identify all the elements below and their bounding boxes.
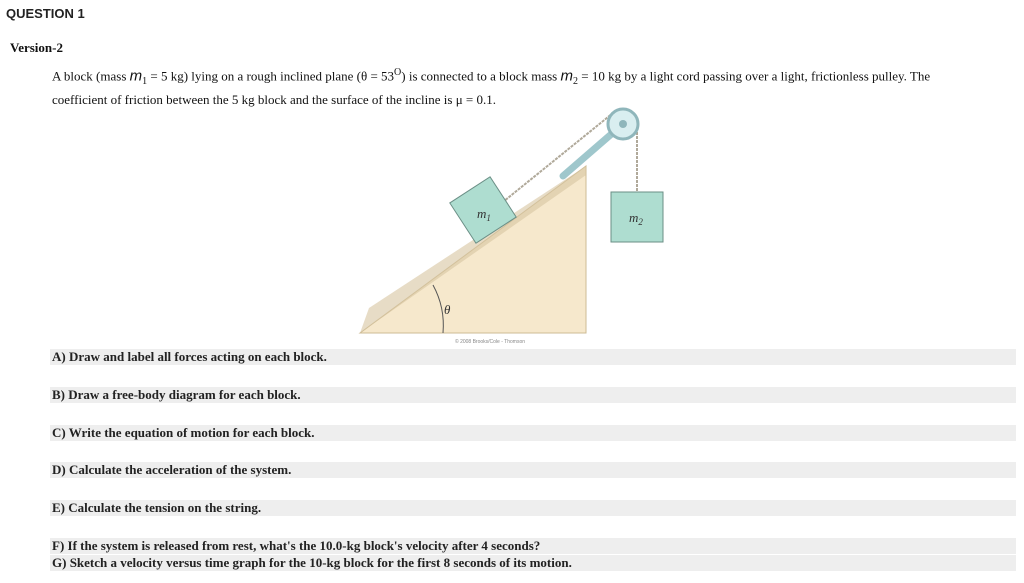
task-c [50, 425, 1016, 441]
block-m2-label: $m_2$ [629, 210, 643, 227]
question-title: QUESTION 1 [6, 6, 85, 21]
problem-text-3: ) is connected to a block mass [401, 68, 561, 84]
task-f-text: F) If the system is released from rest, what's the 10.0-kg block's velocity after 4 seconds? [52, 538, 541, 553]
m2-symbol: m [560, 67, 573, 85]
problem-text-4: = 10 kg by a light cord passing over a light, frictionless pulley. The [578, 68, 931, 84]
version-label: Version-2 [10, 40, 63, 55]
task-a-text: A) Draw and label all forces acting on each block. [52, 349, 327, 364]
task-e [50, 500, 1016, 516]
problem-text-2: = 5 kg) lying on a rough inclined plane (θ = 53 [147, 68, 395, 84]
task-g-text: G) Sketch a velocity versus time graph for the 10-kg block for the first 8 seconds of its motion. [52, 555, 572, 570]
pulley-hub [619, 120, 627, 128]
task-d-text: D) Calculate the acceleration of the system. [52, 462, 292, 477]
task-a [50, 349, 1016, 365]
task-b-text: B) Draw a free-body diagram for each block. [52, 387, 301, 402]
theta-label: θ [444, 302, 451, 317]
task-d [50, 462, 1016, 478]
problem-text-line2: coefficient of friction between the 5 kg block and the surface of the incline is μ = 0.1. [52, 91, 496, 107]
figure-credit: © 2008 Brooks/Cole - Thomson [455, 339, 526, 345]
task-g [50, 555, 1016, 571]
task-f [50, 538, 1016, 554]
task-e-text: E) Calculate the tension on the string. [52, 500, 262, 515]
task-c-text: C) Write the equation of motion for each block. [52, 425, 315, 440]
m1-symbol: m [129, 67, 143, 85]
degree-symbol: O [394, 67, 402, 78]
task-b [50, 387, 1016, 403]
m1-subscript: 1 [142, 75, 148, 87]
incline-pulley-figure [355, 100, 675, 345]
block-m1-label: $m_1$ [477, 206, 491, 223]
problem-text-1: A block (mass [52, 68, 130, 84]
m2-subscript: 2 [573, 75, 578, 87]
